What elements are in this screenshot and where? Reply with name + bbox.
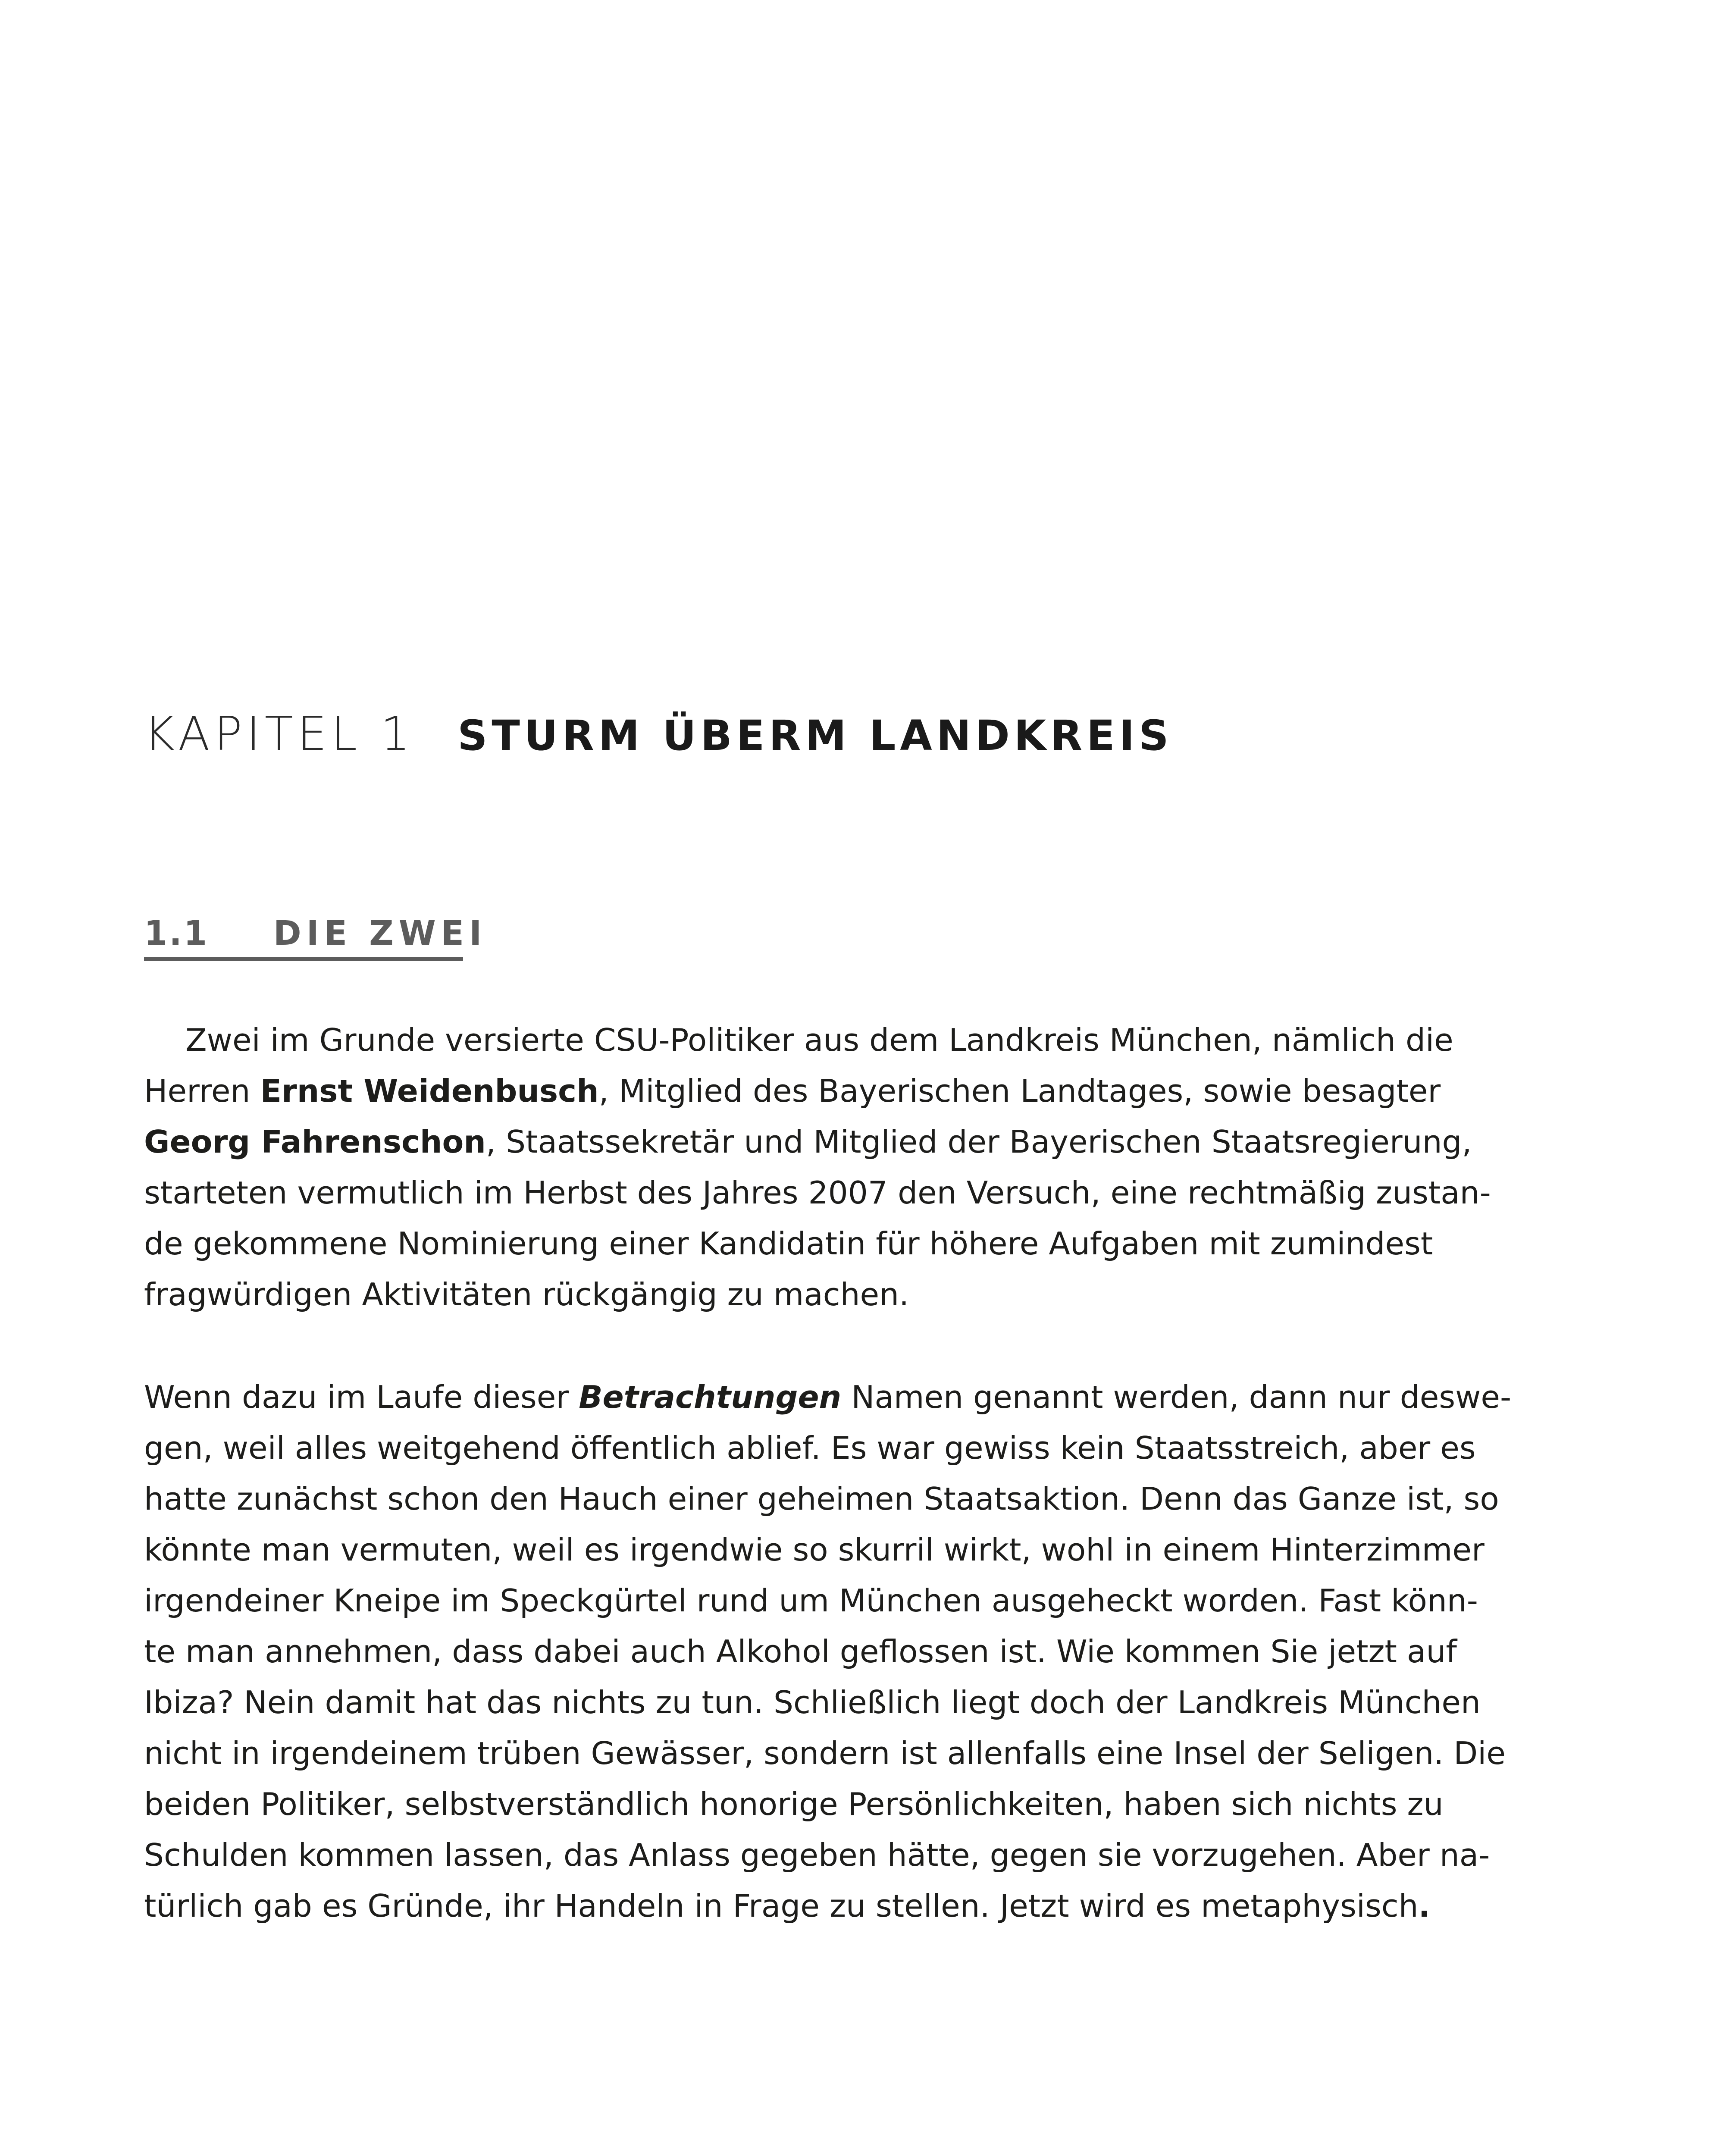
text-line: irgendeiner Kneipe im Speckgürtel rund um München ausgeheckt worden. Fast könn-	[144, 1583, 1478, 1619]
text-line: Zwei im Grunde versierte CSU-Politiker aus dem Landkreis München, nämlich die	[185, 1022, 1453, 1059]
final-period: .	[1418, 1888, 1431, 1924]
person-name: Georg Fahrenschon	[144, 1124, 486, 1160]
text-line: starteten vermutlich im Herbst des Jahres 2007 den Versuch, eine rechtmäßig zustan-	[144, 1175, 1491, 1211]
text-line: de gekommene Nominierung einer Kandidatin für höhere Aufgaben mit zumindest	[144, 1226, 1433, 1262]
section-title: DIE ZWEI	[273, 914, 487, 953]
text-line: Ibiza? Nein damit hat das nichts zu tun. Schließlich liegt doch der Landkreis München	[144, 1685, 1481, 1721]
chapter-label: KAPITEL 1	[144, 707, 415, 761]
section-heading	[144, 914, 487, 961]
text-line: fragwürdigen Aktivitäten rückgängig zu machen.	[144, 1277, 909, 1313]
text-line: beiden Politiker, selbstverständlich honorige Persönlichkeiten, haben sich nichts zu	[144, 1786, 1444, 1823]
text-line: Schulden kommen lassen, das Anlass gegeben hätte, gegen sie vorzugehen. Aber na-	[144, 1837, 1490, 1874]
paragraph-1	[144, 1015, 1491, 1320]
text-line: gen, weil alles weitgehend öffentlich ablief. Es war gewiss kein Staatsstreich, aber es	[144, 1430, 1476, 1467]
text-line: könnte man vermuten, weil es irgendwie so skurril wirkt, wohl in einem Hinterzimmer	[144, 1532, 1485, 1568]
text-line: hatte zunächst schon den Hauch einer geheimen Staatsaktion. Denn das Ganze ist, so	[144, 1481, 1499, 1517]
section-number: 1.1	[144, 914, 209, 953]
text-line: Herren Ernst Weidenbusch, Mitglied des Bayerischen Landtages, sowie besagter	[144, 1073, 1441, 1109]
chapter-heading	[144, 707, 1173, 763]
chapter-title: STURM ÜBERM LANDKREIS	[457, 711, 1173, 760]
text-line: Georg Fahrenschon, Staatssekretär und Mitglied der Bayerischen Staatsregierung,	[144, 1124, 1472, 1160]
person-name: Ernst Weidenbusch	[260, 1073, 599, 1109]
text-line: Wenn dazu im Laufe dieser Betrachtungen Namen genannt werden, dann nur deswe-	[144, 1379, 1512, 1416]
paragraph-2	[144, 1372, 1512, 1932]
emphasis: Betrachtungen	[579, 1379, 842, 1416]
text-line: nicht in irgendeinem trüben Gewässer, sondern ist allenfalls eine Insel der Seligen. Die	[144, 1736, 1506, 1772]
text-line: türlich gab es Gründe, ihr Handeln in Frage zu stellen. Jetzt wird es metaphysisch.	[144, 1888, 1431, 1924]
text-line: te man annehmen, dass dabei auch Alkohol geflossen ist. Wie kommen Sie jetzt auf	[144, 1634, 1457, 1670]
